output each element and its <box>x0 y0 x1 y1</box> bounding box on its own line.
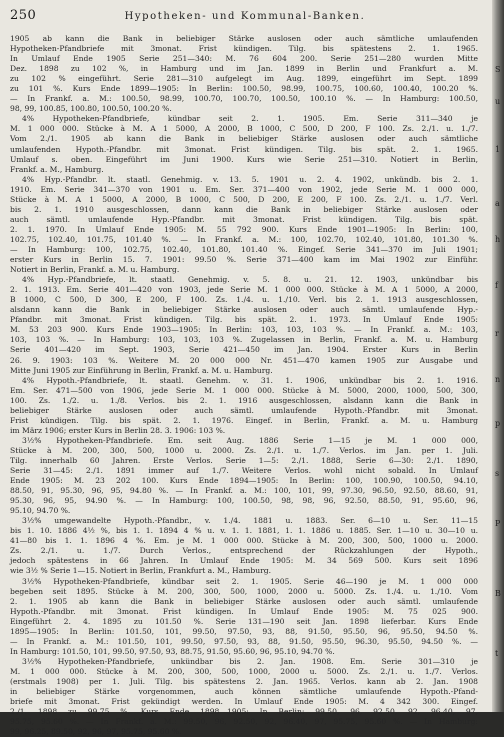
text-line: Serie 401—420 im Sept. 1903, Serie 421—450 im Jan. 1904. Erster Kurs in Berlin <box>10 345 478 355</box>
text-line: Hypoth.-Pfandbr. mit 3monat. Frist kündigen. In Umlauf Ende 1905: M. 75 025 900. <box>10 606 478 616</box>
text-line: Frankf. a. M., Hamburg. <box>10 164 104 174</box>
text-line: In Hamburg: 101.50, 101, 99.50, 97.50, 93, 88.75, 91.50, 95.60, 96, 95.10, 94.70 %. <box>10 646 335 656</box>
text-line: 2. 1. 1913. Em. Serie 401—420 von 1903, jede Serie M. 1 000 000. Stücke à M. A 1 5000, A 2000, <box>10 285 478 295</box>
facing-page-letter: n <box>495 375 501 384</box>
text-line: Serie 31—45: 2./1. 1891 immer auf 1./7. Weitere Verlos. wohl nicht sobald. In Umlauf <box>10 466 478 476</box>
text-line: wie 3½ % Serie 1—15. Notiert in Berlin, Frankfurt a. M., Hamburg. <box>10 566 272 576</box>
text-line: 3½% Hypotheken-Pfandbriefe, kündbar seit 2. 1. 1905. Serie 46—190 je M. 1 000 000 <box>22 576 478 586</box>
text-line: 4% Hyp.-Pfandbriefe, lt. staatl. Genehmig. v. 5. 8. u. 21. 12. 1903, unkündbar bis <box>22 275 478 285</box>
text-line: In Umlauf Ende 1905 Serie 251—340: M. 76 604 200. Serie 251—280 wurden Mitte <box>10 54 478 64</box>
text-line: 3½% Hypotheken-Pfandbriefe, unkündbar bis 2. Jan. 1908. Em. Serie 301—310 je <box>22 656 478 666</box>
text-line: Stücke à M. 200, 300, 500, 1000 u. 2000. Zs. 2./1. u. 1./7. Verlos. im Jan. per 1. Juli. <box>10 445 478 455</box>
text-line: 95.30, 96, 95, 94.90 %. — In Hamburg: 100, 100.50, 98, 98, 96, 92.50, 88.50, 91, 95.60, 96, <box>10 496 478 506</box>
text-line: Ende 1905: M. 23 202 100. Kurs Ende 1894—1905: In Berlin: 100, 100.90, 100.50, 94.10, <box>10 476 478 486</box>
text-line: alsdann kann die Bank in beliebiger Stärke auslosen oder auch sämtl. umlaufende Hyp.- <box>10 305 478 315</box>
text-line: briefe mit 3monat. Frist gekündigt werden. In Umlauf Ende 1905: M. 4 342 300. Eingef. <box>10 697 478 707</box>
facing-page-letter: f <box>495 281 498 290</box>
text-line: 3½% Hypotheken-Pfandbriefe. Em. seit Aug. 1886 Serie 1—15 je M. 1 000 000, <box>22 435 478 445</box>
text-line: zu 102 % eingeführt. Serie 281—310 aufgelegt im Aug. 1899, eingeführt im Sept. 1899 <box>10 74 478 84</box>
text-line: M. 1 000 000. Stücke à M. A 1 5000, A 2000, B 1000, C 500, D 200, F 100. Zs. 2./1. u. 1./7. <box>10 124 478 134</box>
facing-page-letter: S <box>495 65 501 74</box>
text-line: 95.10, 94.70 %. <box>10 506 71 516</box>
text-line: bis 1. 10. 1886 4½ %, bis 1. 1. 1894 4 % u. v. 1. 1. 1881, 1. 1. 1886 u. 1885. Ser. 1—10 u. 30—10 u. <box>10 526 478 536</box>
text-line: Hypotheken-Pfandbriefe mit 3monat. Frist kündigen. Tilg. bis spätestens 2. 1. 1965. <box>10 44 478 54</box>
text-line: 4% Hypotheken-Pfandbriefe, kündbar seit 2. 1. 1905. Em. Serie 311—340 je <box>22 114 478 124</box>
text-line: Dez. 1898 zu 102 %, in Hamburg und im Jan. 1899 in Berlin und Frankfurt a. M. <box>10 64 478 74</box>
text-line: 99, 96.25, 89.50, 92, 96, 97, 95.75, 95.60 %. <box>10 727 182 737</box>
text-line: auch sämtl. umlaufende Hyp.-Pfandbr. mit 3monat. Frist kündigen. Tilg. bis spät. <box>10 214 478 224</box>
page-number: 250 <box>10 8 37 23</box>
text-line: Vom 2./1. 1905 ab kann die Bank in beliebiger Stärke auslosen oder auch sämtliche <box>10 134 478 144</box>
text-line: in beliebiger Stärke vorgenommen, auch können sämtliche umlaufende Hypoth.-Pfand- <box>10 687 478 697</box>
page-body-text <box>10 34 478 737</box>
facing-page-letter: t <box>495 649 499 658</box>
text-line: Frist kündigen. Tilg. bis spät. 2. 1. 1976. Eingef. in Berlin, Frankf. a. M. u. Hamburg <box>10 415 478 425</box>
text-line: 2. 1. 1905 ab kann die Bank in beliebiger Stärke auslosen oder auch sämtl. umlaufende <box>10 596 478 606</box>
text-line: erster Kurs in Berlin 15. 7. 1901: 99.50 %. Serie 371—400 kam im Mai 1902 zur Einführ. <box>10 255 478 265</box>
text-line: beliebiger Stärke auslosen oder auch sämtl. umlaufende Hypoth.-Pfandbr. mit 3monat. <box>10 405 478 415</box>
text-line: 103, 103 %. — In Hamburg: 103, 103, 103 %. Zugelassen in Berlin, Frankf. a. M. u. Hamburg <box>10 335 478 345</box>
text-line: 95.75, 95.60 %. — In Frankf. a. M.: 99.50, 96, 92.50, 92, 96.40, 97, 95.75, 95.60 %. — In Hamburg: <box>10 717 478 727</box>
text-line: Pfandbr. mit 3monat. Frist kündigen. Tilg. bis spät. 2. 1. 1973. In Umlauf Ende 1905: <box>10 315 478 325</box>
text-line: Em. Ser. 471—500 von 1906, jede Serie M. 1 000 000. Stücke à M. 5000, 2000, 1000, 500, 300, <box>10 385 478 395</box>
page-header <box>10 8 480 26</box>
text-line: (erstmals 1908) per 1. Juli. Tilg. bis spätestens 2. Jan. 1965. Verlos. kann ab 2. Jan. 1908 <box>10 677 478 686</box>
text-line: 100. Zs. 1./2. u. 1./8. Verlos. bis 2. 1. 1916 ausgeschlossen, alsdann kann die Bank in <box>10 395 478 405</box>
text-line: bis 2. 1. 1910 ausgeschlossen, dann kann die Bank in beliebiger Stärke auslosen oder <box>10 204 478 214</box>
facing-page-letter: B <box>495 589 501 598</box>
facing-page-letter: r <box>495 329 499 338</box>
text-line: 4% Hyp.-Pfandbr. lt. staatl. Genehmig. v. 13. 5. 1901 u. 2. 4. 1902, unkündb. bis 2. 1. <box>22 174 478 184</box>
text-line: zu 101 %. Kurs Ende 1899—1905: In Berlin: 100.50, 98.99, 100.75, 100.60, 100.40, 100.20 %. <box>10 84 478 94</box>
text-line: 4% Hypoth.-Pfandbriefe, lt. staatl. Genehm. v. 31. 1. 1906, unkündbar bis 2. 1. 1916. <box>22 375 478 385</box>
text-line: Eingeführt 2. 4. 1895 zu 101.50 %. Serie 131—190 seit Jan. 1898 lieferbar. Kurs Ende <box>10 616 478 626</box>
running-title: Hypotheken- und Kommunal-Banken. <box>124 11 366 22</box>
text-line: begeben seit 1895. Stücke à M. 200, 300, 500, 1000, 2000 u. 5000. Zs. 1./4. u. 1./10. Vom <box>10 586 478 596</box>
text-line: 98, 99, 100.85, 100.80, 100.50, 100.20 %. <box>10 104 172 114</box>
text-line: 2. 1. 1970. In Umlauf Ende 1905: M. 55 792 900. Kurs Ende 1901—1905: In Berlin: 100, <box>10 224 478 234</box>
text-line: 1895—1905: In Berlin: 101.50, 101, 99.50, 97.50, 93, 88, 91.50, 95.50, 96, 95.50, 94.50 %. <box>10 626 478 636</box>
text-line: 1905 ab kann die Bank in beliebiger Stärke auslosen oder auch sämtliche umlaufenden <box>10 34 478 43</box>
text-line: Umlauf s. oben. Eingeführt im Juni 1900. Kurs wie Serie 251—310. Notiert in Berlin, <box>10 154 478 164</box>
text-line: jedoch spätestens in 66 Jahren. In Umlauf Ende 1905: M. 34 569 500. Kurs seit 1896 <box>10 556 478 566</box>
text-line: — In Hamburg: 100, 102.75, 102.40, 101.80, 101.40 %. Eingef. Serie 341—370 im Juli 1901; <box>10 244 478 254</box>
text-line: Stücke à M. A 1 5000, A 2000, B 1000, C 500, D 200, E 200, F 100. Zs. 2./1. u. 1./7. Verl. <box>10 194 478 204</box>
text-line: — In Frankf. a. M.: 101.50, 101, 99.50, 97.50, 93, 88, 91.50, 95.50, 96.30, 95.50, 94.50 %. — <box>10 636 478 646</box>
text-line: 102.75, 102.40, 101.75, 101.40 %. — In Frankf. a. M.: 100, 102.70, 102.40, 101.80, 101.30 %. <box>10 234 478 244</box>
facing-page-edge <box>492 0 504 712</box>
text-line: 3½% umgewandelte Hypoth.-Pfandbr., v. 1./4. 1881 u. 1883. Ser. 6—10 u. Ser. 11—15 <box>22 516 478 526</box>
text-line: — In Frankf. a. M.: 100.50, 98.99, 100.70, 100.70, 100.50, 100.10 %. — In Hamburg: 100.50, <box>10 94 478 104</box>
text-line: B 1000, C 500, D 300, E 200, F 100. Zs. 1./4. u. 1./10. Verl. bis 2. 1. 1913 ausgeschlossen, <box>10 295 478 305</box>
text-line: 26. 9. 1903: 103 %. Weitere M. 20 000 000 Nr. 451—470 kamen 1905 zur Ausgabe und <box>10 355 478 365</box>
text-line: 88.50, 91, 95.30, 96, 95, 94.80 %. — In Frankf. a. M.: 100, 101, 99, 97.30, 96.50, 92.50, 88.60, 91, <box>10 486 478 496</box>
facing-page-letter: P <box>495 519 501 528</box>
text-line: 41—80 bis 1. 1. 1896 4 %. Em. je M. 1 000 000. Stücke à M. 200, 300, 500, 1000 u. 2000. <box>10 536 478 546</box>
text-line: 1910. Em. Serie 341—370 von 1901 u. Em. Ser. 371—400 von 1902, jede Serie M. 1 000 000, <box>10 184 478 194</box>
text-line: Tilg. innerhalb 60 Jahren. Erste Verlos. Serie 1—5: 2./1. 1888, Serie 6—30: 2./1. 1890, <box>10 455 478 465</box>
text-line: im März 1906; erster Kurs in Berlin 28. 3. 1906: 103 %. <box>10 425 226 435</box>
facing-page-letter: p <box>495 419 501 428</box>
facing-page-letter: 1 <box>495 145 501 154</box>
facing-page-letter: u <box>495 97 501 106</box>
text-line: 2./1. 1898 zu 99.75 %. Kurs Ende 1898—1905: In Berlin: 99.50, 96, 92.50, 92, 96.40, 97, <box>10 707 478 717</box>
facing-page-letter: a <box>495 199 500 208</box>
text-line: Zs. 2./1. u. 1./7. Durch Verlos., entsprechend der Rückzahlungen der Hypoth., <box>10 546 478 556</box>
text-line: umlaufenden Hypoth.-Pfandbr. mit 3monat. Frist kündigen. Tilg. bis spät. 2. 1. 1965. <box>10 144 478 154</box>
text-line: M. 53 203 900. Kurs Ende 1903—1905: In Berlin: 103, 103, 103 %. — In Frankf. a. M.: 103, <box>10 325 478 335</box>
facing-page-letter: h <box>495 235 501 244</box>
facing-page-letter: s <box>495 469 500 478</box>
text-line: Notiert in Berlin, Frankf. a. M. u. Hamburg. <box>10 265 180 275</box>
text-line: M. 1 000 000. Stücke à M. 200, 300, 500, 1000, 2000 u. 5000. Zs. 2./1. u. 1./7. Verlos. <box>10 666 478 676</box>
text-line: Mitte Juni 1905 zur Einführung in Berlin, Frankf. a. M. u. Hamburg. <box>10 365 273 375</box>
